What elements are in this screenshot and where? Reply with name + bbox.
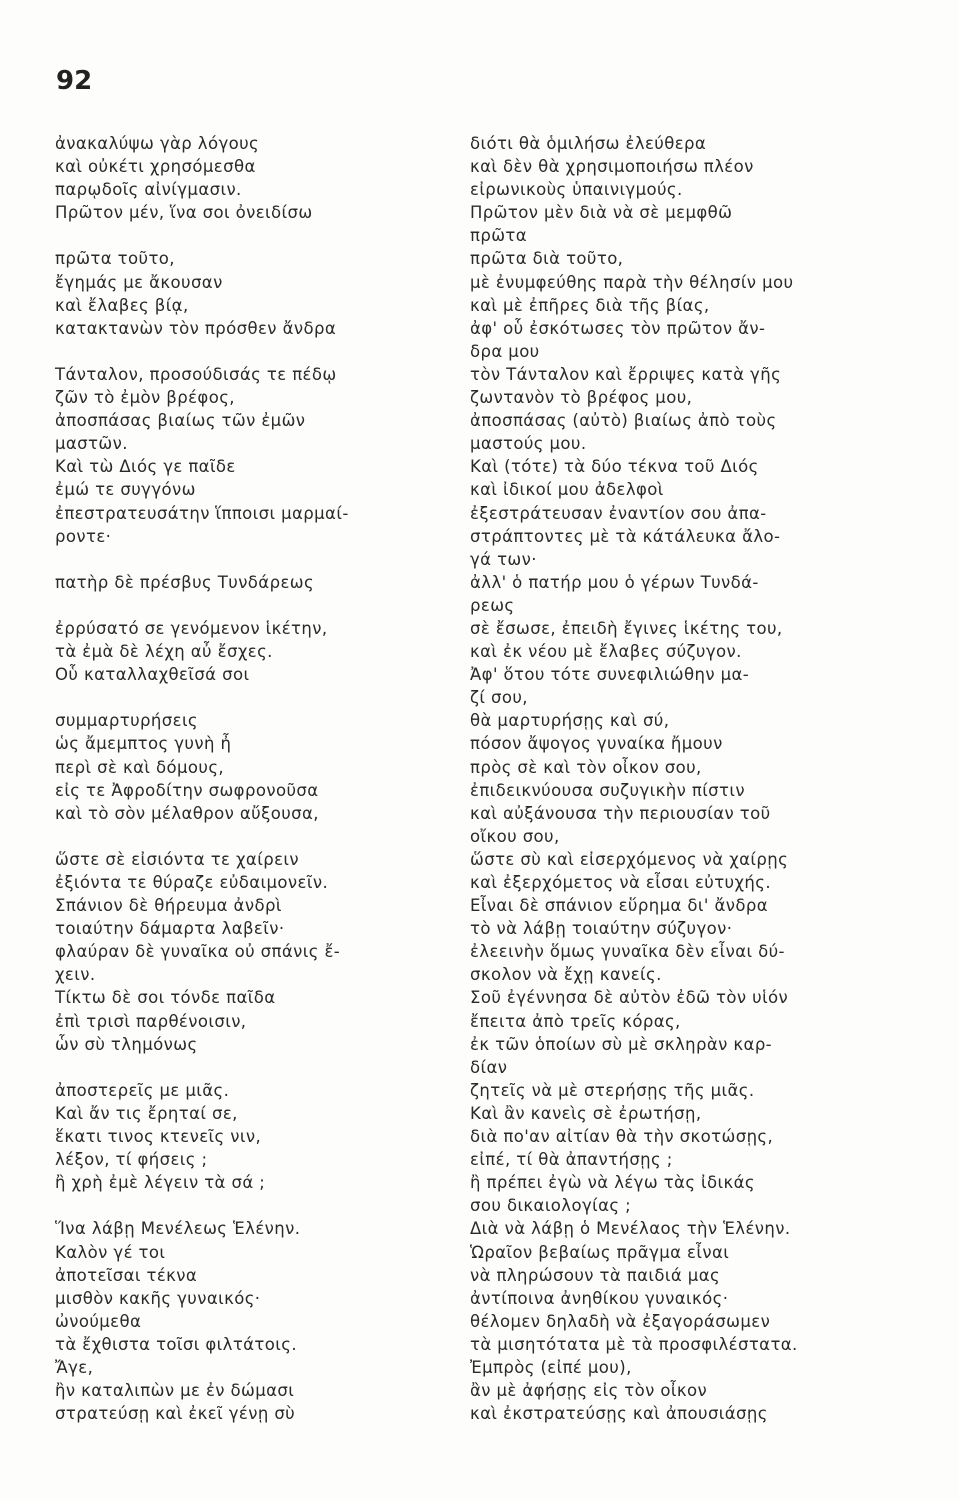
translation-text-line: ἀντίποινα ἀνηθίκου γυναικός· bbox=[470, 1288, 729, 1308]
original-text-line: λέξον, τί φήσεις ; bbox=[55, 1150, 208, 1170]
original-text-line: ἕκατι τινος κτενεῖς νιν, bbox=[55, 1127, 262, 1147]
original-text-line: ἐπὶ τρισὶ παρθένοισιν, bbox=[55, 1011, 247, 1031]
original-text-line: κατακτανὼν τὸν πρόσθεν ἄνδρα bbox=[55, 318, 337, 338]
translation-text-line: ἢ πρέπει ἐγὼ νὰ λέγω τὰς ἰδικάς bbox=[470, 1173, 755, 1193]
original-text-line: ζῶν τὸ ἐμὸν βρέφος, bbox=[55, 388, 235, 408]
original-text-line: Οὗ καταλλαχθεῖσά σοι bbox=[55, 665, 250, 685]
original-text-line: Καὶ τὼ Διός γε παῖδε bbox=[55, 457, 236, 477]
translation-text-line: δρα μου bbox=[470, 341, 540, 361]
translation-text-line: τὰ μισητότατα μὲ τὰ προσφιλέστατα. bbox=[470, 1334, 798, 1354]
translation-text-line: πόσον ἄψογος γυναίκα ἤμουν bbox=[470, 734, 723, 754]
translation-text-line: θέλομεν δηλαδὴ νὰ ἐξαγοράσωμεν bbox=[470, 1311, 771, 1331]
original-text-line: ἀποστερεῖς με μιᾶς. bbox=[55, 1080, 230, 1100]
original-text-line: μισθὸν κακῆς γυναικός· bbox=[55, 1288, 261, 1308]
original-text-line: ἀποτεῖσαι τέκνα bbox=[55, 1265, 198, 1285]
translation-text-line: καὶ ἐκ νέου μὲ ἔλαβες σύζυγον. bbox=[470, 642, 742, 662]
original-text-line: εἰς τε Ἀφροδίτην σωφρονοῦσα bbox=[55, 780, 319, 800]
translation-text-line: μαστούς μου. bbox=[470, 434, 587, 454]
translation-text-line: Καὶ ἂν κανεὶς σὲ ἐρωτήσῃ, bbox=[470, 1103, 702, 1123]
original-text-line: χειν. bbox=[55, 965, 96, 985]
original-text-line bbox=[55, 594, 440, 617]
translation-text-line: μὲ ἐνυμφεύθης παρὰ τὴν θέλησίν μου bbox=[470, 272, 794, 292]
translation-text-line: εἰρωνικοὺς ὑπαινιγμούς. bbox=[470, 180, 683, 200]
translation-text-line: ἐκ τῶν ὁποίων σὺ μὲ σκληρὰν καρ- bbox=[470, 1034, 773, 1054]
original-text-line: ἢν καταλιπὼν με ἐν δώμασι bbox=[55, 1381, 295, 1401]
translation-text-line: ζωντανὸν τὸ βρέφος μου, bbox=[470, 388, 693, 408]
translation-text-line: εἰπέ, τί θὰ ἀπαντήσῃς ; bbox=[470, 1150, 673, 1170]
translation-text-line: καὶ ἐκστρατεύσῃς καὶ ἀπουσιάσῃς bbox=[470, 1404, 768, 1424]
translation-text-line: καὶ ἐξερχόμετος νὰ εἶσαι εὐτυχής. bbox=[470, 873, 772, 892]
translation-text-line: ἔπειτα ἀπὸ τρεῖς κόρας, bbox=[470, 1011, 681, 1031]
original-text-line bbox=[55, 1194, 440, 1217]
original-text-line: πρῶτα τοῦτο, bbox=[55, 249, 175, 269]
original-text-line bbox=[55, 548, 440, 571]
original-text-line: Σπάνιον δὲ θήρευμα ἀνδρὶ bbox=[55, 896, 282, 916]
original-text-line: ἐξιόντα τε θύραζε εὐδαιμονεῖν. bbox=[55, 873, 329, 892]
page-number: 92 bbox=[56, 66, 93, 96]
original-text-line: ἢ χρὴ ἐμὲ λέγειν τὰ σά ; bbox=[55, 1173, 266, 1193]
translation-text-line: ἐπιδεικνύουσα συζυγικὴν πίστιν bbox=[470, 780, 745, 800]
translation-text-line: πρὸς σὲ καὶ τὸν οἶκον σου, bbox=[470, 757, 702, 777]
translation-text-line: καὶ αὐξάνουσα τὴν περιουσίαν τοῦ bbox=[470, 803, 771, 823]
translation-text-line: διὰ πο'αν αἰτίαν θὰ τὴν σκοτώσῃς, bbox=[470, 1127, 774, 1147]
translation-text-line: Εἶναι δὲ σπάνιον εὕρημα δι' ἄνδρα bbox=[470, 896, 769, 916]
translation-text-line: καὶ μὲ ἐπῆρες διὰ τῆς βίας, bbox=[470, 295, 710, 315]
original-text-line: ἀνακαλύψω γὰρ λόγους bbox=[55, 134, 260, 153]
original-text-line: παρῳδοῖς αἰνίγμασιν. bbox=[55, 180, 242, 200]
translation-text-line: Καὶ (τότε) τὰ δύο τέκνα τοῦ Διός bbox=[470, 457, 759, 477]
translation-text-line: Σοῦ ἐγέννησα δὲ αὐτὸν ἐδῶ τὸν υἱόν bbox=[470, 988, 789, 1008]
original-text-line: τὰ ἐμὰ δὲ λέχη αὖ ἔσχες. bbox=[55, 642, 273, 662]
translation-text-line: σου δικαιολογίας ; bbox=[470, 1196, 632, 1216]
original-text-line: ὥστε σὲ εἰσιόντα τε χαίρειν bbox=[55, 849, 299, 869]
ancient-greek-column bbox=[55, 132, 440, 1425]
translation-text-line: δίαν bbox=[470, 1057, 508, 1077]
translation-text-line: ἂν μὲ ἀφήσῃς εἰς τὸν οἶκον bbox=[470, 1381, 708, 1401]
original-text-line: μαστῶν. bbox=[55, 434, 128, 454]
original-text-line: ὡς ἄμεμπτος γυνὴ ἦ bbox=[55, 734, 232, 754]
original-text-line: Καὶ ἄν τις ἔρηταί σε, bbox=[55, 1103, 238, 1123]
translation-text-line: τὸ νὰ λάβῃ τοιαύτην σύζυγον· bbox=[470, 919, 733, 939]
original-text-line: περὶ σὲ καὶ δόμους, bbox=[55, 757, 225, 777]
translation-text-line: σὲ ἔσωσε, ἐπειδὴ ἔγινες ἱκέτης του, bbox=[470, 618, 783, 638]
modern-greek-translation-column bbox=[470, 132, 895, 1425]
translation-text-line: ἀφ' οὗ ἐσκότωσες τὸν πρῶτον ἄν- bbox=[470, 318, 766, 338]
original-text-line: Πρῶτον μέν, ἵνα σοι ὀνειδίσω bbox=[55, 203, 313, 223]
translation-text-line: ἐλεεινὴν ὅμως γυναῖκα δὲν εἶναι δύ- bbox=[470, 942, 785, 962]
translation-text-line: πρῶτα bbox=[470, 226, 528, 246]
original-text-line bbox=[55, 686, 440, 709]
translation-text-line: γά των· bbox=[470, 549, 537, 569]
original-text-line: ὠνούμεθα bbox=[55, 1311, 142, 1331]
translation-text-line: διότι θὰ ὁμιλήσω ἐλεύθερα bbox=[470, 134, 707, 153]
original-text-line: καὶ ἔλαβες βίᾳ, bbox=[55, 295, 189, 315]
translation-text-line: Ὡραῖον βεβαίως πρᾶγμα εἶναι bbox=[470, 1242, 730, 1262]
original-text-line: πατὴρ δὲ πρέσβυς Τυνδάρεως bbox=[55, 572, 315, 592]
translation-text-line: ἀποσπάσας (αὐτὸ) βιαίως ἀπὸ τοὺς bbox=[470, 411, 777, 431]
translation-text-line: ἀλλ' ὁ πατήρ μου ὁ γέρων Τυνδά- bbox=[470, 572, 759, 592]
translation-text-line: καὶ δὲν θὰ χρησιμοποιήσω πλέον bbox=[470, 157, 754, 177]
original-text-line: Ἄγε, bbox=[55, 1357, 94, 1377]
translation-text-line: σκολον νὰ ἔχῃ κανείς. bbox=[470, 965, 662, 985]
original-text-line bbox=[55, 825, 440, 848]
original-text-line bbox=[55, 224, 440, 247]
translation-text-line: στράπτοντες μὲ τὰ κάτάλευκα ἄλο- bbox=[470, 526, 781, 546]
original-text-line: καὶ τὸ σὸν μέλαθρον αὔξουσα, bbox=[55, 803, 319, 823]
original-text-line bbox=[55, 340, 440, 363]
original-text-line: καὶ οὐκέτι χρησόμεσθα bbox=[55, 157, 256, 177]
original-text-line: ὧν σὺ τλημόνως bbox=[55, 1034, 198, 1054]
translation-text-line: ζητεῖς νὰ μὲ στερήσῃς τῆς μιᾶς. bbox=[470, 1080, 755, 1100]
original-text-line: ἀποσπάσας βιαίως τῶν ἐμῶν bbox=[55, 411, 306, 431]
translation-text-line: ζί σου, bbox=[470, 688, 528, 708]
translation-text-line: καὶ ἰδικοί μου ἀδελφοὶ bbox=[470, 480, 664, 500]
original-text-line: τοιαύτην δάμαρτα λαβεῖν· bbox=[55, 919, 285, 939]
translation-text-line: ὥστε σὺ καὶ εἰσερχόμενος νὰ χαίρῃς bbox=[470, 849, 789, 869]
original-text-line: ἐμώ τε συγγόνω bbox=[55, 480, 196, 500]
original-text-line bbox=[55, 1056, 440, 1079]
translation-text-line: Ἀφ' ὅτου τότε συνεφιλιώθην μα- bbox=[470, 665, 750, 685]
translation-text-line: Ἐμπρὸς (εἰπέ μου), bbox=[470, 1357, 632, 1377]
original-text-line: στρατεύσῃ καὶ ἐκεῖ γένῃ σὺ bbox=[55, 1404, 296, 1424]
translation-text-line: νὰ πληρώσουν τὰ παιδιά μας bbox=[470, 1265, 721, 1285]
translation-text-line: ἐξεστράτευσαν ἐναντίον σου ἀπα- bbox=[470, 503, 767, 523]
original-text-line: Τίκτω δὲ σοι τόνδε παῖδα bbox=[55, 988, 276, 1008]
translation-text-line: τὸν Τάνταλον καὶ ἔρριψες κατὰ γῆς bbox=[470, 364, 782, 384]
original-text-line: τὰ ἔχθιστα τοῖσι φιλτάτοις. bbox=[55, 1334, 297, 1354]
translation-text-line: Διὰ νὰ λάβῃ ὁ Μενέλαος τὴν Ἑλένην. bbox=[470, 1219, 791, 1239]
translation-text-line: Πρῶτον μὲν διὰ νὰ σὲ μεμφθῶ bbox=[470, 203, 733, 223]
translation-text-line: θὰ μαρτυρήσῃς καὶ σύ, bbox=[470, 711, 670, 731]
original-text-line: συμμαρτυρήσεις bbox=[55, 711, 199, 731]
translation-text-line: πρῶτα διὰ τοῦτο, bbox=[470, 249, 624, 269]
original-text-line: Τάνταλον, προσούδισάς τε πέδῳ bbox=[55, 364, 337, 384]
original-text-line: ἔγημάς με ἄκουσαν bbox=[55, 272, 223, 292]
original-text-line: Καλὸν γέ τοι bbox=[55, 1242, 166, 1262]
translation-text-line: ρεως bbox=[470, 595, 515, 615]
translation-text-line: οἴκου σου, bbox=[470, 826, 560, 846]
original-text-line: Ἵνα λάβῃ Μενέλεως Ἑλένην. bbox=[55, 1219, 301, 1239]
original-text-line: φλαύραν δὲ γυναῖκα οὐ σπάνις ἔ- bbox=[55, 942, 341, 962]
original-text-line: ἐρρύσατό σε γενόμενον ἱκέτην, bbox=[55, 618, 328, 638]
original-text-line: ροντε· bbox=[55, 526, 112, 546]
original-text-line: ἐπεστρατευσάτην ἵπποισι μαρμαί- bbox=[55, 503, 349, 523]
